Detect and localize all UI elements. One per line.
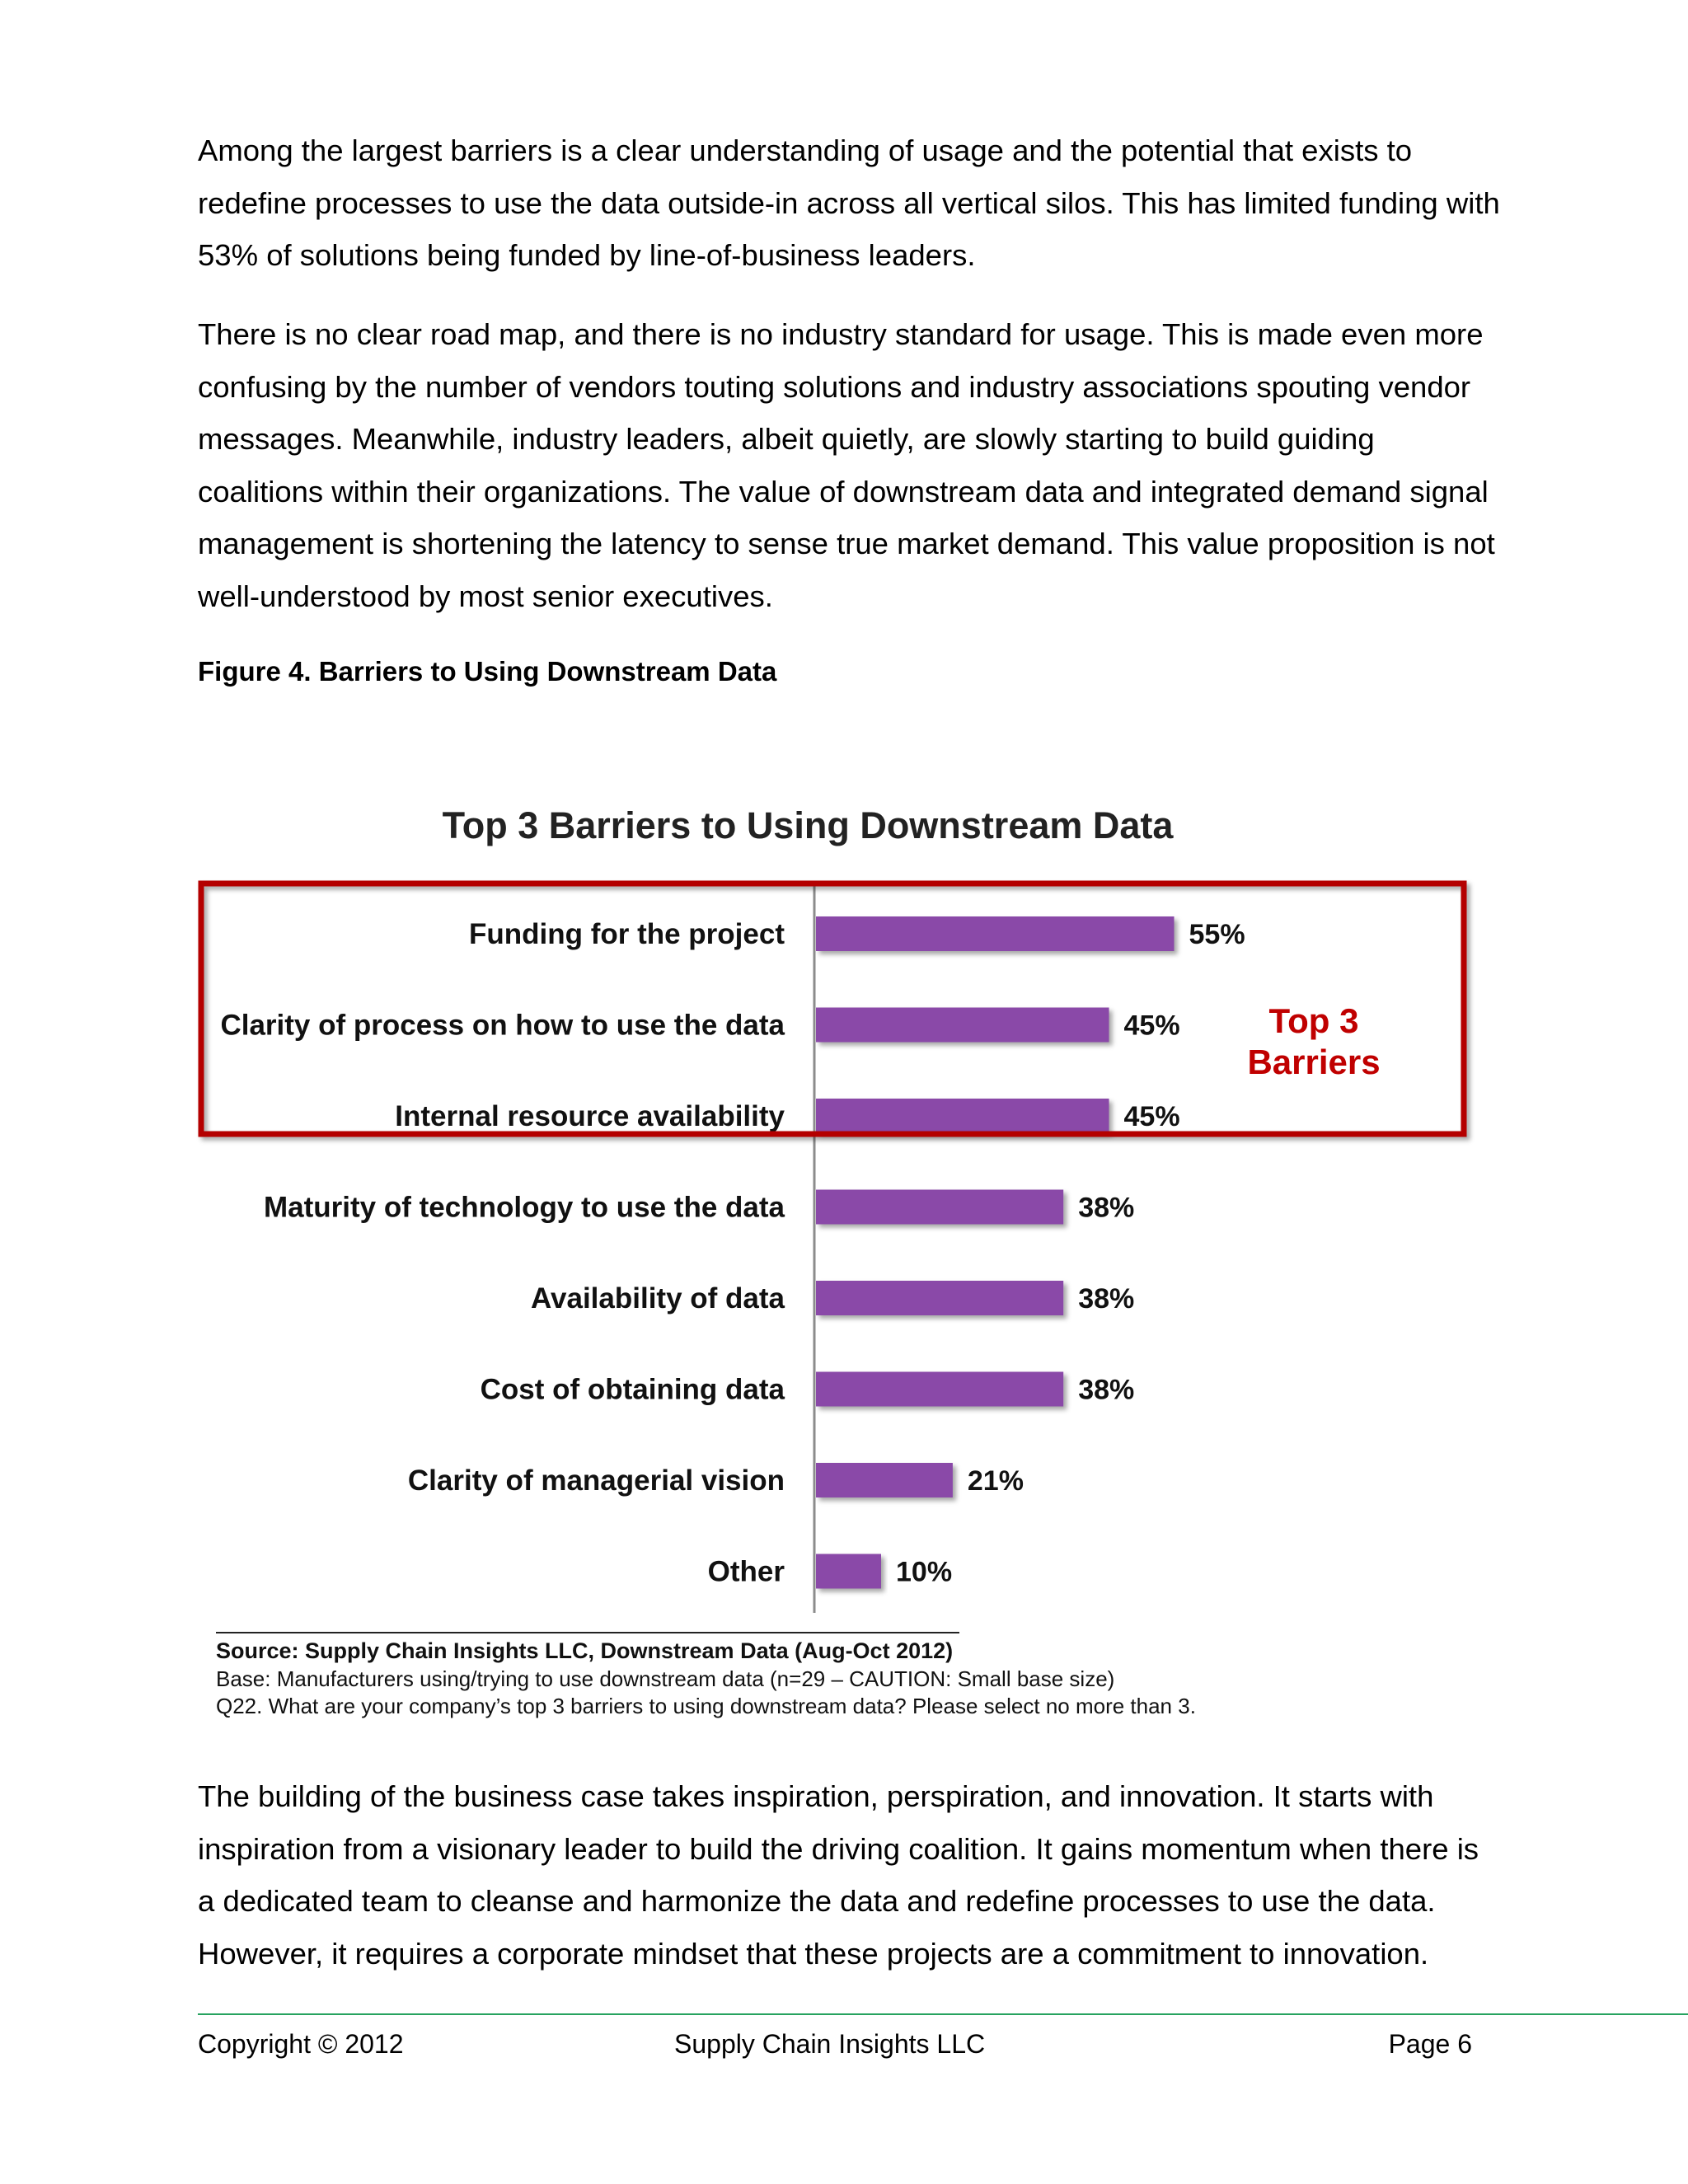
footer-page-number: Page 6 [1388,2029,1472,2059]
category-label: Other [707,1555,785,1588]
value-label: 55% [1189,919,1245,950]
category-label: Clarity of managerial vision [407,1465,785,1497]
footer-divider [198,2013,1688,2015]
category-label: Cost of obtaining data [480,1373,785,1406]
chart-svg [0,791,1688,1747]
category-label: Clarity of process on how to use the data [220,1009,785,1042]
bar-top3 [816,1008,1109,1043]
bar [816,1554,881,1589]
base-line: Base: Manufacturers using/trying to use downstream data (n=29 – CAUTION: Small base size) [216,1666,1115,1691]
footer-company: Supply Chain Insights LLC [674,2029,986,2059]
value-label: 45% [1123,1101,1180,1132]
footer-copyright: Copyright © 2012 [198,2029,404,2059]
body-paragraph-1: Among the largest barriers is a clear understanding of usage and the potential that exists to redefine processes to use the data outside-in across all vertical silos. This has limited funding with 53% of solutions being funded by line-of-business leaders. [198,134,1500,272]
bar [816,1372,1063,1407]
value-label: 45% [1123,1010,1180,1042]
question-line: Q22. What are your company’s top 3 barriers to using downstream data? Please select no more than 3. [216,1694,1196,1718]
figure-caption: Figure 4. Barriers to Using Downstream Data [198,656,777,687]
category-label: Availability of data [531,1282,785,1315]
bar-top3 [816,1099,1109,1133]
value-label: 38% [1078,1283,1135,1315]
category-label: Maturity of technology to use the data [264,1191,785,1224]
value-label: 10% [896,1556,953,1588]
top3-callout-line2: Barriers [1247,1043,1381,1081]
value-label: 21% [967,1465,1024,1497]
top3-callout-line1: Top 3 [1268,1001,1359,1040]
value-label: 38% [1078,1374,1135,1406]
category-label: Funding for the project [468,918,785,950]
bar [816,1463,953,1497]
bar [816,1281,1063,1315]
bar-chart [0,791,1688,1747]
body-paragraph-2: There is no clear road map, and there is no industry standard for usage. This is made even more confusing by the number of vendors touting solutions and industry associations spouting vendor messages. Meanwhile, industry leaders, albeit quietly, are slowly starting to build guiding coalitions within their organizations. The value of downstream data and integrated demand signal management is shortening the latency to sense true market demand. This value proposition is not well-understood by most senior executives. [198,317,1495,613]
body-paragraph-3: The building of the business case takes inspiration, perspiration, and innovation. It starts with inspiration from a visionary leader to build the driving coalition. It gains momentum when there is a dedicated team to cleanse and harmonize the data and redefine processes to use the data. However, it requires a corporate mindset that these projects are a commitment to innovation. [198,1779,1479,1971]
category-label: Internal resource availability [395,1100,785,1132]
source-line: Source: Supply Chain Insights LLC, Downstream Data (Aug-Oct 2012) [216,1638,954,1663]
bar [816,1190,1063,1225]
bars-layer [220,916,1245,1589]
value-label: 38% [1078,1192,1135,1224]
bar-top3 [816,916,1175,951]
chart-title: Top 3 Barriers to Using Downstream Data [442,804,1174,846]
